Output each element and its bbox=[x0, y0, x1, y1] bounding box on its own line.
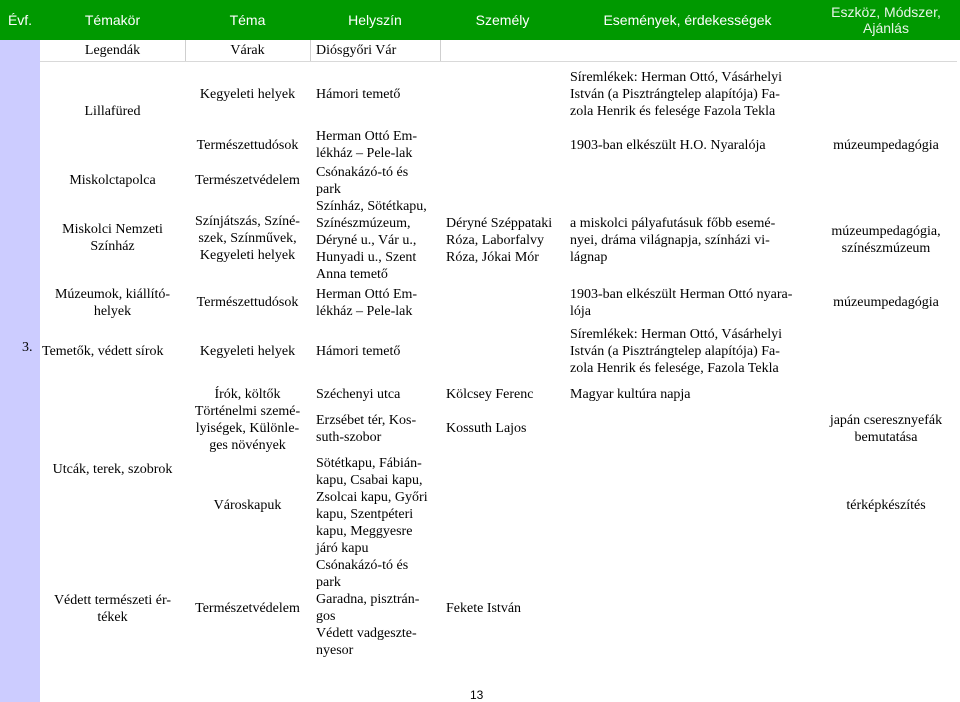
year-label: 3. bbox=[22, 340, 33, 355]
vedett-helyszin-4: gos bbox=[316, 609, 336, 624]
legend-temakor: Legendák bbox=[84, 43, 141, 58]
lillafured-tema: Kegyeleti helyek bbox=[199, 87, 296, 102]
szinhaz-temakor-1: Miskolci Nemzeti bbox=[62, 222, 163, 237]
varoskapuk-helyszin-5: kapu, Meggyesre bbox=[316, 524, 413, 539]
tortenelmi-tema-3: ges növények bbox=[209, 438, 286, 453]
legend-separator bbox=[40, 61, 957, 62]
szinhaz-tema-2: szek, Színművek, bbox=[198, 231, 297, 246]
temetok-esemenyek-1: Síremlékek: Herman Ottó, Vásárhelyi bbox=[570, 327, 783, 342]
page-number: 13 bbox=[470, 688, 484, 702]
varoskapuk-helyszin-6: járó kapu bbox=[316, 541, 369, 556]
irok-tema: Írók, költők bbox=[214, 387, 281, 402]
muzeum-esemenyek-2: lója bbox=[570, 304, 591, 319]
szinhaz-esemenyek-2: nyei, dráma világnapja, színházi vi- bbox=[570, 233, 770, 248]
lillafured-temakor: Lillafüred bbox=[84, 104, 141, 119]
szinhaz-esemenyek-1: a miskolci pályafutásuk főbb esemé- bbox=[570, 216, 776, 231]
vedett-szemely: Fekete István bbox=[446, 601, 522, 616]
szinhaz-szemely-1: Déryné Széppataki bbox=[446, 216, 553, 231]
termtud1-tema: Természettudósok bbox=[196, 138, 299, 153]
varoskapuk-helyszin-1: Sötétkapu, Fábián- bbox=[316, 456, 422, 471]
tapolca-temakor: Miskolctapolca bbox=[69, 173, 156, 188]
szinhaz-temakor-2: Színház bbox=[90, 239, 135, 254]
temetok-helyszin: Hámori temető bbox=[316, 344, 401, 359]
header-eszkoz-line1: Eszköz, Módszer, bbox=[831, 4, 941, 20]
muzeum-temakor-1: Múzeumok, kiállító- bbox=[54, 287, 171, 302]
table-header bbox=[0, 0, 960, 40]
header-eszkoz-line2: Ajánlás bbox=[863, 20, 909, 36]
temetok-esemenyek-2: István (a Pisztrángtelep alapítója) Fa- bbox=[570, 344, 780, 359]
tortenelmi-eszkoz-2: bemutatása bbox=[854, 430, 918, 445]
vedett-temakor-2: tékek bbox=[97, 610, 128, 625]
temetok-temakor: Temetők, védett sírok bbox=[42, 344, 164, 359]
szinhaz-esemenyek-3: lágnap bbox=[570, 250, 608, 265]
header-temakor: Témakör bbox=[84, 12, 141, 28]
lillafured-esemenyek-1: Síremlékek: Herman Ottó, Vásárhelyi bbox=[570, 70, 783, 85]
termtud1-esemenyek: 1903-ban elkészült H.O. Nyaralója bbox=[570, 138, 766, 153]
muzeum-helyszin-1: Herman Ottó Em- bbox=[316, 287, 418, 302]
lillafured-esemenyek-3: zola Henrik és felesége Fazola Tekla bbox=[570, 104, 776, 119]
legend-divider-2 bbox=[310, 40, 311, 61]
szinhaz-helyszin-5: Anna temető bbox=[316, 267, 388, 282]
muzeum-temakor-2: helyek bbox=[93, 304, 132, 319]
legend-divider-1 bbox=[185, 40, 186, 61]
muzeum-helyszin-2: lékház – Pele-lak bbox=[316, 304, 413, 319]
szinhaz-tema-1: Színjátszás, Színé- bbox=[195, 214, 300, 229]
muzeum-esemenyek-1: 1903-ban elkészült Herman Ottó nyara- bbox=[570, 287, 793, 302]
header-evf: Évf. bbox=[7, 12, 33, 28]
szinhaz-szemely-3: Róza, Jókai Mór bbox=[446, 250, 539, 265]
lillafured-esemenyek-2: István (a Pisztrángtelep alapítója) Fa- bbox=[570, 87, 780, 102]
irok-esemenyek: Magyar kultúra napja bbox=[570, 387, 691, 402]
irok-szemely: Kölcsey Ferenc bbox=[446, 387, 534, 402]
vedett-helyszin-1: Csónakázó-tó és bbox=[316, 558, 409, 573]
utcak-temakor: Utcák, terek, szobrok bbox=[52, 462, 173, 477]
irok-helyszin: Széchenyi utca bbox=[316, 387, 401, 402]
temetok-esemenyek-3: zola Henrik és felesége, Fazola Tekla bbox=[570, 361, 779, 376]
tapolca-helyszin-1: Csónakázó-tó és bbox=[316, 165, 409, 180]
year-column bbox=[0, 40, 40, 702]
szinhaz-eszkoz-1: múzeumpedagógia, bbox=[831, 224, 941, 239]
vedett-helyszin-3: Garadna, pisztrán- bbox=[316, 592, 420, 607]
tortenelmi-szemely: Kossuth Lajos bbox=[446, 421, 527, 436]
header-esemenyek: Események, érdekességek bbox=[603, 12, 772, 28]
legend-divider-3 bbox=[440, 40, 441, 61]
muzeum-tema: Természettudósok bbox=[196, 295, 299, 310]
tortenelmi-helyszin-1: Erzsébet tér, Kos- bbox=[316, 413, 417, 428]
varoskapuk-helyszin-2: kapu, Csabai kapu, bbox=[316, 473, 423, 488]
vedett-helyszin-6: nyesor bbox=[316, 643, 354, 658]
tapolca-helyszin-2: park bbox=[316, 182, 341, 197]
szinhaz-helyszin-1: Színház, Sötétkapu, bbox=[316, 199, 427, 214]
szinhaz-eszkoz-2: színészmúzeum bbox=[841, 241, 931, 256]
varoskapuk-eszkoz: térképkészítés bbox=[846, 498, 926, 513]
vedett-helyszin-2: park bbox=[316, 575, 341, 590]
varoskapuk-helyszin-3: Zsolcai kapu, Győri bbox=[316, 490, 428, 505]
varoskapuk-tema: Városkapuk bbox=[213, 498, 282, 513]
tortenelmi-eszkoz-1: japán cseresznyefák bbox=[829, 413, 943, 428]
szinhaz-helyszin-2: Színészmúzeum, bbox=[316, 216, 411, 231]
vedett-tema: Természetvédelem bbox=[195, 601, 300, 616]
szinhaz-helyszin-4: Hunyadi u., Szent bbox=[316, 250, 417, 265]
tortenelmi-tema-1: Történelmi szemé- bbox=[194, 404, 301, 419]
legend-tema: Várak bbox=[230, 43, 265, 58]
szinhaz-tema-3: Kegyeleti helyek bbox=[199, 248, 296, 263]
termtud1-eszkoz: múzeumpedagógia bbox=[833, 138, 939, 153]
vedett-temakor-1: Védett természeti ér- bbox=[53, 593, 172, 608]
tortenelmi-helyszin-2: suth-szobor bbox=[316, 430, 382, 445]
szinhaz-helyszin-3: Déryné u., Vár u., bbox=[316, 233, 417, 248]
temetok-tema: Kegyeleti helyek bbox=[199, 344, 296, 359]
header-helyszin: Helyszín bbox=[348, 12, 402, 28]
muzeum-eszkoz: múzeumpedagógia bbox=[833, 295, 939, 310]
vedett-helyszin-5: Védett vadgeszte- bbox=[316, 626, 417, 641]
tapolca-tema: Természetvédelem bbox=[195, 173, 300, 188]
header-tema: Téma bbox=[229, 12, 266, 28]
termtud1-helyszin-1: Herman Ottó Em- bbox=[316, 129, 418, 144]
lillafured-helyszin: Hámori temető bbox=[316, 87, 401, 102]
tortenelmi-tema-2: lyiségek, Különle- bbox=[195, 421, 300, 436]
varoskapuk-helyszin-4: kapu, Szentpéteri bbox=[316, 507, 414, 522]
header-eszkoz bbox=[812, 0, 960, 40]
header-szemely: Személy bbox=[475, 12, 530, 28]
termtud1-helyszin-2: lékház – Pele-lak bbox=[316, 146, 413, 161]
legend-helyszin: Diósgyőri Vár bbox=[316, 43, 397, 58]
szinhaz-szemely-2: Róza, Laborfalvy bbox=[446, 233, 544, 248]
